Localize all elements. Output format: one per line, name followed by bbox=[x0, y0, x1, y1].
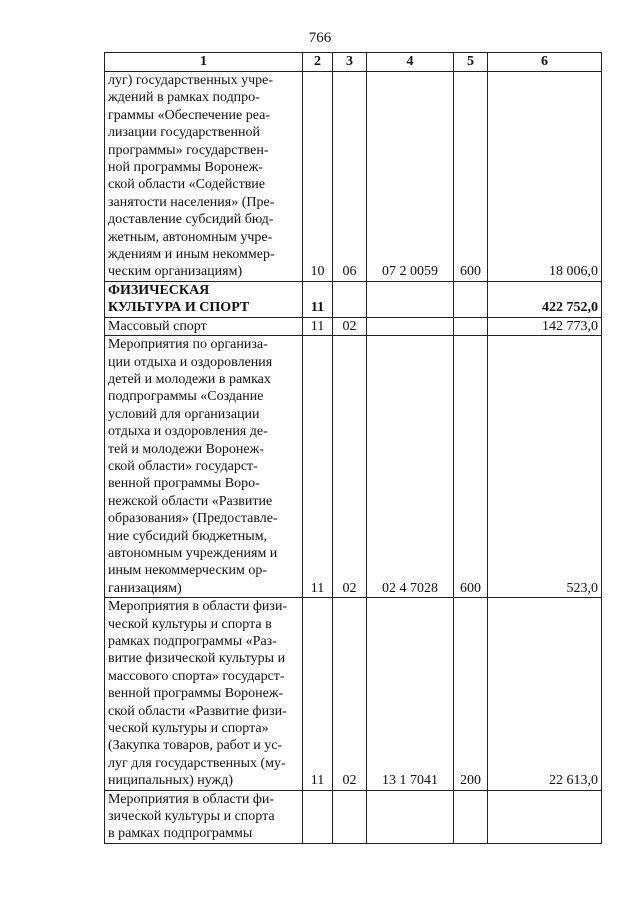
description-line: детей и молодежи в рамках bbox=[108, 371, 271, 387]
description-line: Массовый спорт bbox=[108, 318, 207, 334]
table-header-row bbox=[105, 53, 602, 72]
row-description bbox=[105, 281, 303, 317]
subsection-code: 06 bbox=[333, 72, 367, 282]
subsection-code bbox=[333, 790, 367, 843]
description-line: ческой культуры и спорта в bbox=[108, 616, 272, 632]
table-row bbox=[105, 790, 602, 843]
header-col-3: 3 bbox=[333, 53, 367, 72]
expense-type-code: 200 bbox=[454, 598, 488, 790]
subsection-code: 02 bbox=[333, 598, 367, 790]
target-article-code bbox=[367, 281, 454, 317]
table-row bbox=[105, 598, 602, 790]
header-col-1: 1 bbox=[105, 53, 303, 72]
expense-type-code bbox=[454, 790, 488, 843]
header-col-2: 2 bbox=[303, 53, 333, 72]
amount: 422 752,0 bbox=[488, 281, 602, 317]
row-description bbox=[105, 598, 303, 790]
description-line: ждениям и иным некоммер- bbox=[108, 247, 275, 263]
description-line: (Закупка товаров, работ и ус- bbox=[108, 738, 283, 754]
table-row bbox=[105, 317, 602, 335]
description-line: ской области «Содействие bbox=[108, 177, 266, 193]
description-line: занятости населения» (Пре- bbox=[108, 194, 275, 210]
description-line: тей и молодежи Воронеж- bbox=[108, 441, 264, 457]
subsection-code bbox=[333, 281, 367, 317]
section-code: 11 bbox=[303, 598, 333, 790]
target-article-code bbox=[367, 317, 454, 335]
amount: 523,0 bbox=[488, 336, 602, 598]
target-article-code: 02 4 7028 bbox=[367, 336, 454, 598]
header-col-4: 4 bbox=[367, 53, 454, 72]
description-line: ции отдыха и оздоровления bbox=[108, 354, 273, 370]
subsection-code: 02 bbox=[333, 336, 367, 598]
table-row bbox=[105, 72, 602, 282]
target-article-code: 07 2 0059 bbox=[367, 72, 454, 282]
row-description bbox=[105, 317, 303, 335]
description-line: Мероприятия по организа- bbox=[108, 337, 268, 353]
budget-table bbox=[104, 52, 602, 844]
description-line: доставление субсидий бюд- bbox=[108, 212, 274, 228]
description-line: венной программы Воро- bbox=[108, 476, 260, 492]
description-line: программы» государствен- bbox=[108, 142, 269, 158]
description-line: ниципальных) нужд) bbox=[108, 773, 233, 789]
section-code: 11 bbox=[303, 336, 333, 598]
description-line: ской области «Развитие физи- bbox=[108, 703, 287, 719]
description-line: витие физической культуры и bbox=[108, 651, 286, 667]
row-description bbox=[105, 72, 303, 282]
amount: 18 006,0 bbox=[488, 72, 602, 282]
section-code bbox=[303, 790, 333, 843]
description-line: венной программы Воронеж- bbox=[108, 686, 284, 702]
expense-type-code: 600 bbox=[454, 72, 488, 282]
description-line: образования» (Предоставле- bbox=[108, 511, 278, 527]
amount: 142 773,0 bbox=[488, 317, 602, 335]
description-line: ной программы Воронеж- bbox=[108, 160, 263, 176]
description-line: зической культуры и спорта bbox=[108, 809, 275, 825]
description-line: Мероприятия в области фи- bbox=[108, 791, 275, 807]
header-col-5: 5 bbox=[454, 53, 488, 72]
description-line: луг для государственных (му- bbox=[108, 755, 286, 771]
description-line: ФИЗИЧЕСКАЯ bbox=[108, 282, 210, 298]
section-code: 10 bbox=[303, 72, 333, 282]
target-article-code: 13 1 7041 bbox=[367, 598, 454, 790]
description-line: граммы «Обеспечение реа- bbox=[108, 107, 270, 123]
description-line: условий для организации bbox=[108, 406, 260, 422]
description-line: жетным, автономным учре- bbox=[108, 229, 273, 245]
header-col-6: 6 bbox=[488, 53, 602, 72]
amount bbox=[488, 790, 602, 843]
description-line: отдыха и оздоровления де- bbox=[108, 424, 268, 440]
amount: 22 613,0 bbox=[488, 598, 602, 790]
description-line: ганизациям) bbox=[108, 580, 182, 596]
section-code: 11 bbox=[303, 317, 333, 335]
description-line: массового спорта» государст- bbox=[108, 668, 285, 684]
description-line: нежской области «Развитие bbox=[108, 493, 273, 509]
description-line: ние субсидий бюджетным, bbox=[108, 528, 268, 544]
section-code: 11 bbox=[303, 281, 333, 317]
page-number: 766 bbox=[308, 30, 332, 46]
description-line: Мероприятия в области физи- bbox=[108, 599, 288, 615]
description-line: иным некоммерческим ор- bbox=[108, 563, 267, 579]
description-line: ческой культуры и спорта» bbox=[108, 721, 269, 737]
subsection-code: 02 bbox=[333, 317, 367, 335]
row-description bbox=[105, 790, 303, 843]
target-article-code bbox=[367, 790, 454, 843]
description-line: в рамках подпрограммы bbox=[108, 826, 253, 842]
description-line: КУЛЬТУРА И СПОРТ bbox=[108, 300, 250, 316]
description-line: рамках подпрограммы «Раз- bbox=[108, 634, 277, 649]
expense-type-code bbox=[454, 281, 488, 317]
table-row bbox=[105, 281, 602, 317]
table-row bbox=[105, 336, 602, 598]
description-line: луг) государственных учре- bbox=[108, 73, 273, 88]
expense-type-code bbox=[454, 317, 488, 335]
row-description bbox=[105, 336, 303, 598]
description-line: ждений в рамках подпро- bbox=[108, 90, 260, 106]
description-line: подпрограммы «Создание bbox=[108, 389, 264, 405]
description-line: ческим организациям) bbox=[108, 264, 243, 280]
description-line: автономным учреждениям и bbox=[108, 545, 278, 561]
description-line: ской области» государст- bbox=[108, 458, 258, 474]
description-line: лизации государственной bbox=[108, 125, 260, 141]
expense-type-code: 600 bbox=[454, 336, 488, 598]
